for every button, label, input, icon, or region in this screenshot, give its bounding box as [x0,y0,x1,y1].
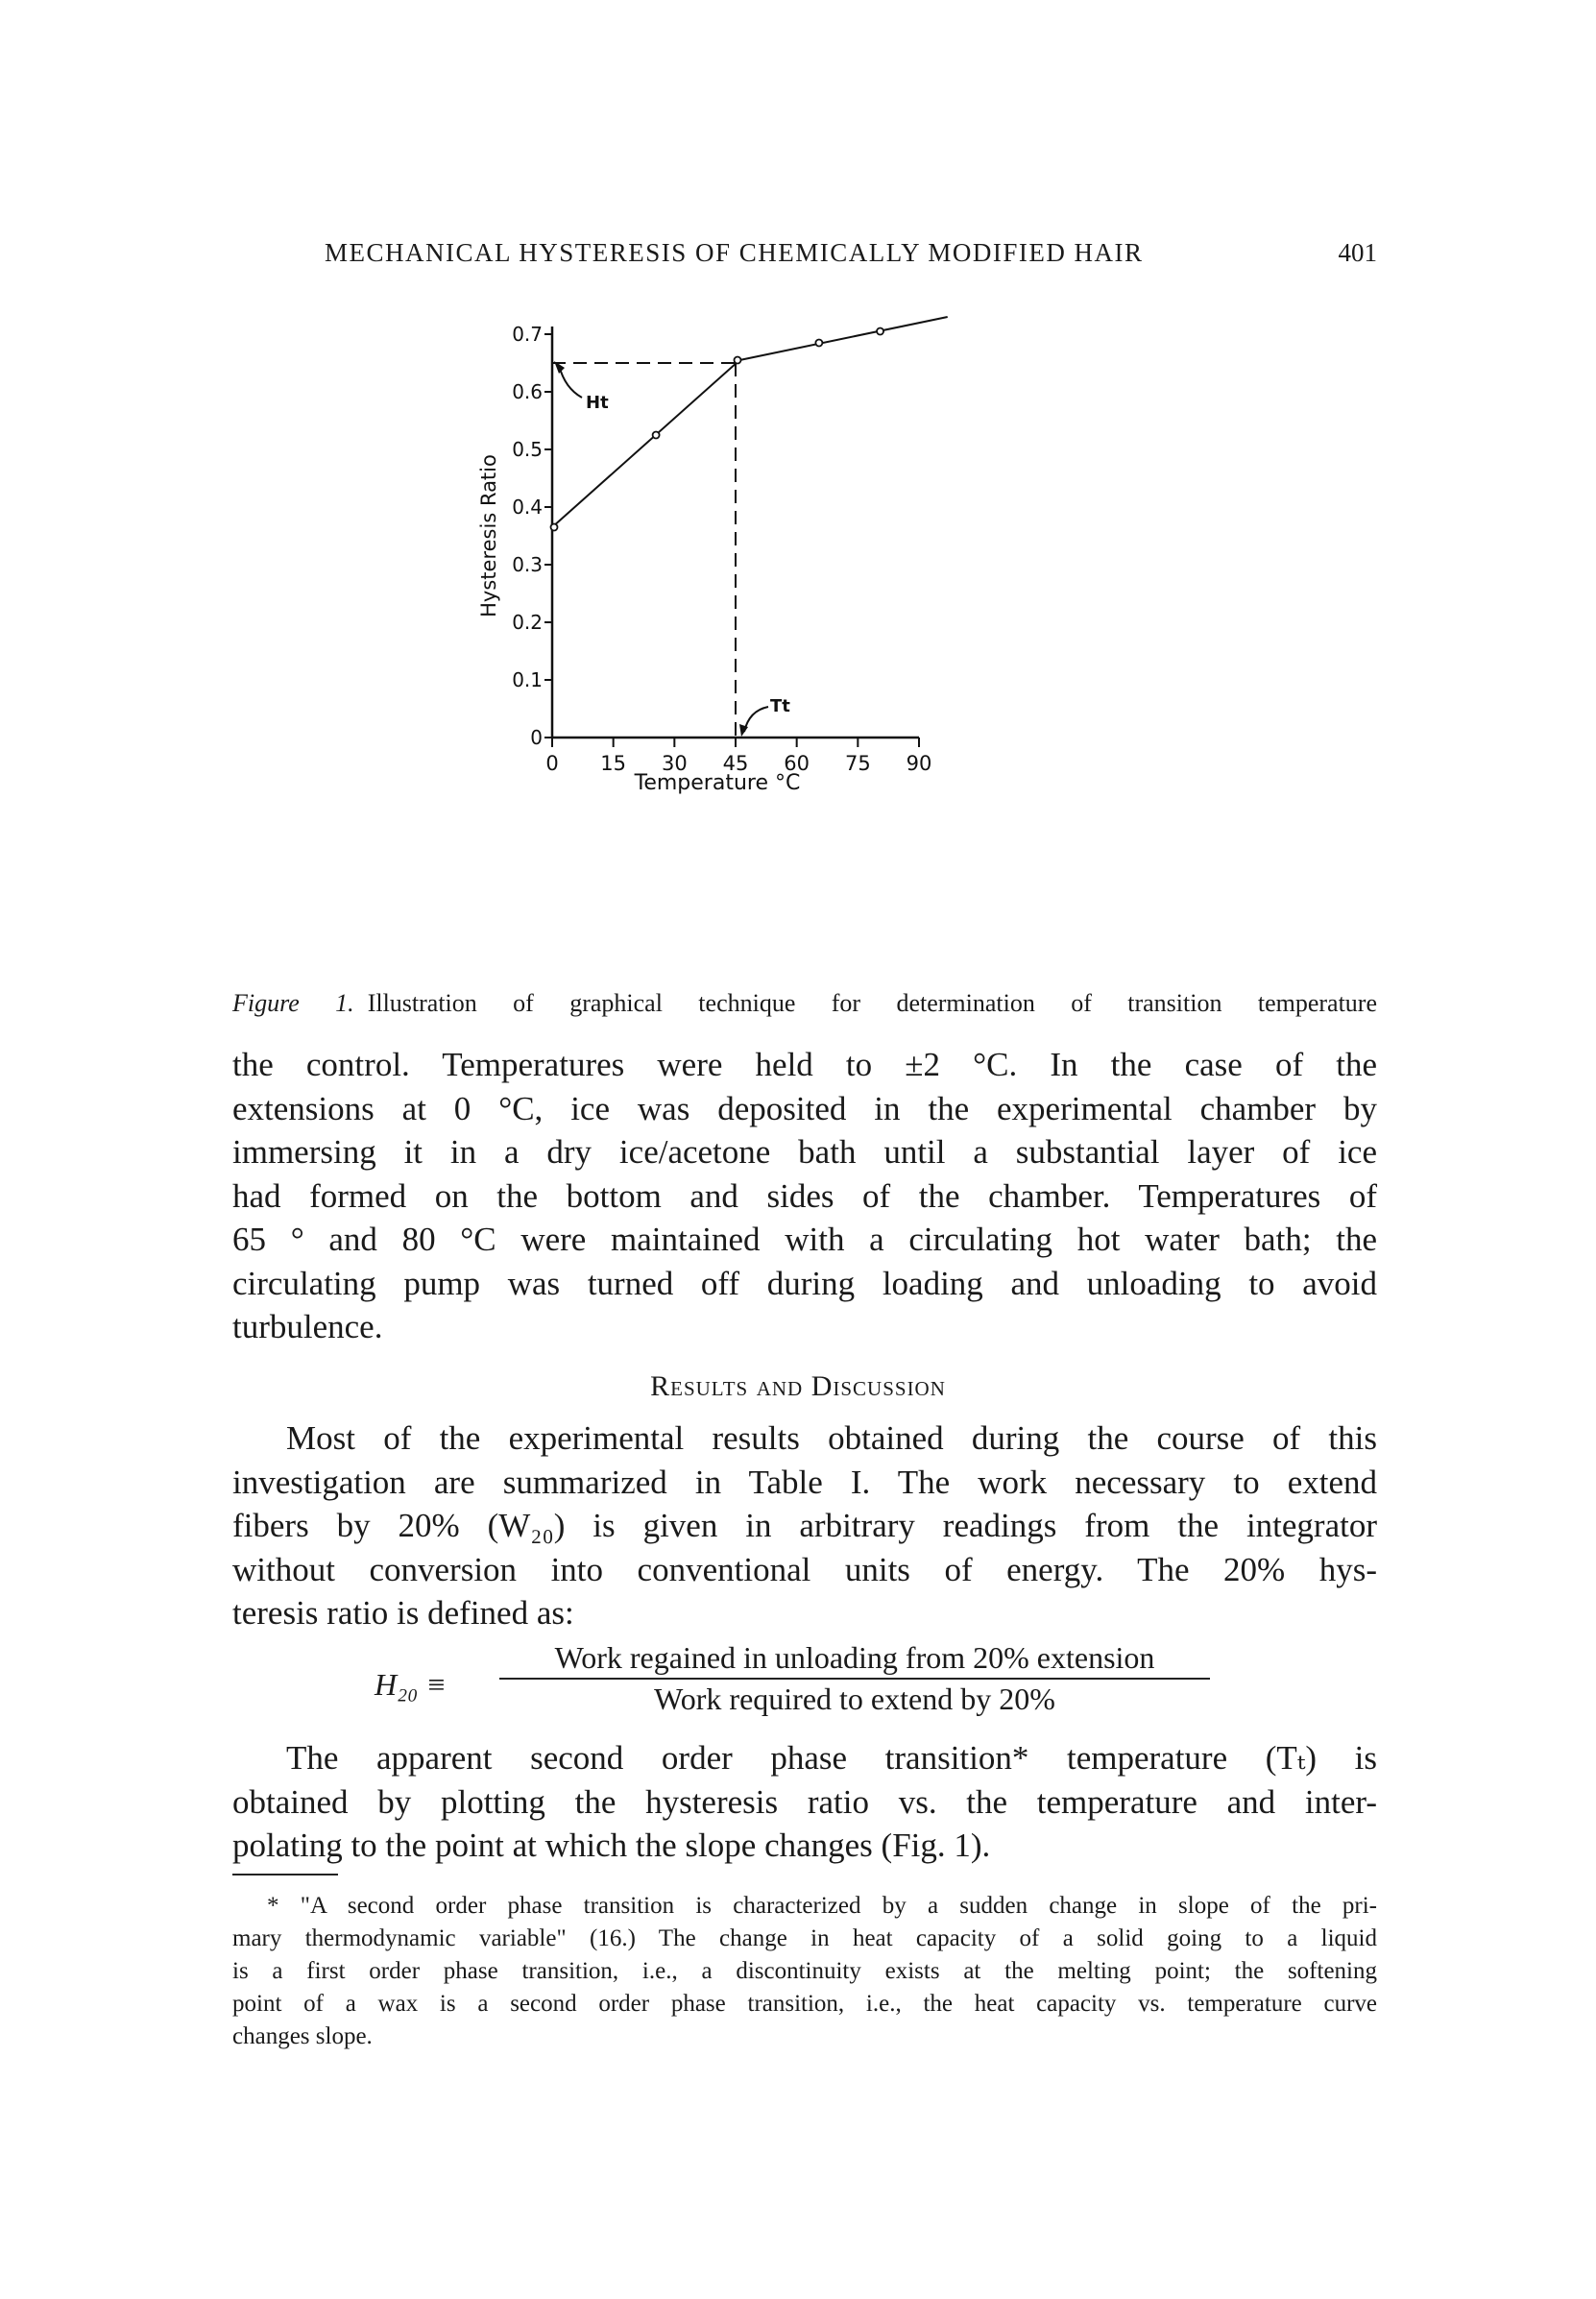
fit-line [739,317,947,360]
text-line: turbulence. [232,1308,383,1345]
x-tick-label: 30 [661,752,688,775]
text-line: mary thermodynamic variable" (16.) The change in heat capacity of a solid going to a liquid [232,1925,1377,1951]
text-line: without conversion into conventional units of energy. The 20% hys- [232,1550,1377,1588]
tt-annotation: Tt [770,696,790,716]
footnote [232,1890,1377,2053]
caption-text: Illustration of graphical technique for determination of transition temperature [367,989,1377,1017]
y-tick-label: 0.2 [512,611,543,634]
figure-1-chart [0,0,1596,989]
x-tick-label: 60 [784,752,810,775]
y-tick-label: 0.1 [512,668,543,691]
text-line: point of a wax is a second order phase transition, i.e., the heat capacity vs. temperature curve [232,1991,1377,2017]
data-point [815,340,822,347]
section-heading: Results and Discussion [650,1370,946,1402]
text-line: the control. Temperatures were held to ±2 °C. In the case of the [232,1046,1377,1083]
y-tick-label: 0.7 [512,323,543,346]
text-line: teresis ratio is defined as: [232,1594,574,1632]
ht-annotation: Ht [586,393,609,413]
page-number: 401 [1338,238,1377,267]
text-line: immersing it in a dry ice/acetone bath until a substantial layer of ice [232,1133,1377,1171]
tt-arrow [744,707,768,732]
figure-caption [232,989,1377,1018]
figure-label: Figure 1. [232,989,354,1017]
text-line: fibers by 20% (W₂₀) is given in arbitrary readings from the integrator [232,1507,1377,1544]
data-point [735,357,741,364]
text-line: * "A second order phase transition is characterized by a sudden change in slope of the pri- [267,1893,1377,1919]
header-title: MECHANICAL HYSTERESIS OF CHEMICALLY MODIFIED HAIR [325,238,1144,267]
fit-line [552,360,739,527]
x-tick-label: 0 [545,752,559,775]
y-tick-label: 0.4 [512,496,543,519]
formula-lhs: H₂₀ ≡ [375,1667,447,1702]
axes [512,323,931,775]
formula-denominator: Work required to extend by 20% [654,1682,1055,1716]
text-line: changes slope. [232,2023,373,2049]
y-tick-label: 0.5 [512,438,543,461]
y-tick-label: 0.3 [512,553,543,576]
y-tick-label: 0 [530,726,543,749]
x-tick-label: 75 [844,752,871,775]
data-point [877,328,883,335]
text-line: is a first order phase transition, i.e., a discontinuity exists at the melting point; the softening [232,1958,1377,1984]
text-line: 65 ° and 80 °C were maintained with a circulating hot water bath; the [232,1221,1377,1258]
formula-fraction [499,1640,1210,1717]
formula-numerator: Work regained in unloading from 20% extension [499,1640,1210,1680]
text-line: circulating pump was turned off during loading and unloading to avoid [232,1264,1377,1302]
y-tick-label: 0.6 [512,380,543,403]
text-line: polating to the point at which the slope changes (Fig. 1). [232,1827,991,1864]
data-point [653,432,660,439]
text-line: had formed on the bottom and sides of the chamber. Temperatures of [232,1176,1377,1215]
text-line: obtained by plotting the hysteresis ratio vs. the temperature and inter- [232,1782,1377,1821]
paragraph-2 [232,1416,1377,1635]
chart-marks [551,317,948,738]
footnote-divider [232,1874,338,1876]
text-line: The apparent second order phase transition* temperature (Tₜ) is [286,1739,1377,1777]
data-point [551,524,558,531]
text-line: Most of the experimental results obtained during the course of this [286,1419,1377,1457]
x-axis-label: Temperature °C [634,771,801,795]
x-tick-label: 15 [600,752,627,775]
paragraph-3 [232,1736,1377,1868]
text-line: investigation are summarized in Table I. The work necessary to extend [232,1463,1377,1501]
y-axis-label: Hysteresis Ratio [477,454,500,617]
text-line: extensions at 0 °C, ice was deposited in the experimental chamber by [232,1089,1377,1127]
paragraph-1 [232,1043,1377,1349]
x-tick-label: 45 [722,752,749,775]
x-tick-label: 90 [906,752,932,775]
